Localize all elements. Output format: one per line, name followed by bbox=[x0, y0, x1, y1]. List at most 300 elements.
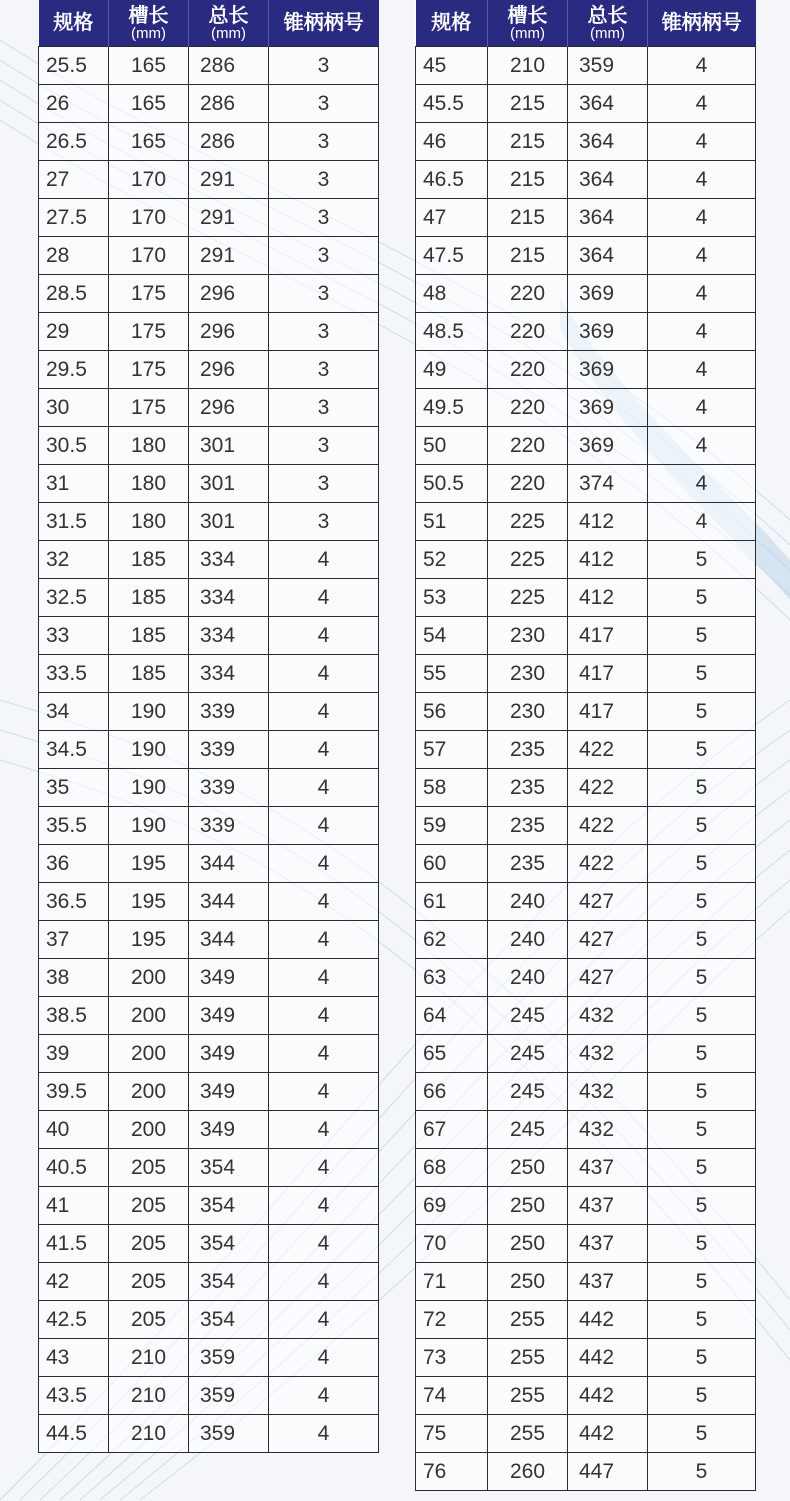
table-row bbox=[416, 845, 756, 883]
table-cell: 344 bbox=[189, 883, 269, 921]
table-cell: 5 bbox=[648, 845, 756, 883]
table-cell: 3 bbox=[269, 237, 379, 275]
table-row bbox=[39, 389, 379, 427]
table-cell: 334 bbox=[189, 655, 269, 693]
table-cell: 200 bbox=[109, 959, 189, 997]
table-cell: 4 bbox=[269, 1073, 379, 1111]
table-row bbox=[39, 161, 379, 199]
table-cell: 5 bbox=[648, 1453, 756, 1491]
table-cell: 427 bbox=[568, 921, 648, 959]
table-cell: 200 bbox=[109, 1073, 189, 1111]
table-cell: 427 bbox=[568, 959, 648, 997]
table-cell: 339 bbox=[189, 731, 269, 769]
table-cell: 46 bbox=[416, 123, 488, 161]
table-row bbox=[416, 389, 756, 427]
column-header-label: 锥柄柄号 bbox=[283, 12, 364, 34]
table-cell: 301 bbox=[189, 427, 269, 465]
table-row bbox=[39, 807, 379, 845]
table-cell: 245 bbox=[488, 1073, 568, 1111]
table-cell: 29 bbox=[39, 313, 109, 351]
column-header-unit: (mm) bbox=[131, 24, 166, 42]
table-row bbox=[39, 769, 379, 807]
table-cell: 359 bbox=[568, 47, 648, 85]
table-cell: 296 bbox=[189, 389, 269, 427]
table-cell: 220 bbox=[488, 351, 568, 389]
table-row bbox=[416, 959, 756, 997]
table-row bbox=[39, 503, 379, 541]
table-cell: 412 bbox=[568, 579, 648, 617]
table-cell: 49.5 bbox=[416, 389, 488, 427]
table-cell: 417 bbox=[568, 655, 648, 693]
table-cell: 44.5 bbox=[39, 1415, 109, 1453]
table-cell: 255 bbox=[488, 1415, 568, 1453]
table-cell: 42 bbox=[39, 1263, 109, 1301]
table-row bbox=[39, 1073, 379, 1111]
table-cell: 3 bbox=[269, 313, 379, 351]
table-cell: 349 bbox=[189, 1073, 269, 1111]
table-row bbox=[416, 1301, 756, 1339]
table-cell: 364 bbox=[568, 237, 648, 275]
table-cell: 51 bbox=[416, 503, 488, 541]
table-cell: 4 bbox=[269, 883, 379, 921]
table-cell: 3 bbox=[269, 123, 379, 161]
table-cell: 63 bbox=[416, 959, 488, 997]
table-cell: 200 bbox=[109, 1111, 189, 1149]
table-cell: 40 bbox=[39, 1111, 109, 1149]
table-row bbox=[39, 85, 379, 123]
table-cell: 5 bbox=[648, 617, 756, 655]
table-cell: 225 bbox=[488, 541, 568, 579]
table-row bbox=[416, 769, 756, 807]
table-row bbox=[416, 1225, 756, 1263]
table-row bbox=[416, 921, 756, 959]
table-row bbox=[416, 1339, 756, 1377]
table-cell: 55 bbox=[416, 655, 488, 693]
table-cell: 185 bbox=[109, 541, 189, 579]
table-cell: 437 bbox=[568, 1263, 648, 1301]
column-header bbox=[488, 0, 568, 47]
table-row bbox=[39, 199, 379, 237]
table-cell: 230 bbox=[488, 617, 568, 655]
table-cell: 4 bbox=[269, 1111, 379, 1149]
table-row bbox=[416, 1111, 756, 1149]
table-cell: 4 bbox=[269, 617, 379, 655]
table-cell: 359 bbox=[189, 1339, 269, 1377]
table-cell: 5 bbox=[648, 959, 756, 997]
table-row bbox=[416, 123, 756, 161]
table-cell: 30 bbox=[39, 389, 109, 427]
table-cell: 43.5 bbox=[39, 1377, 109, 1415]
table-row bbox=[39, 1377, 379, 1415]
table-cell: 5 bbox=[648, 1035, 756, 1073]
table-cell: 195 bbox=[109, 883, 189, 921]
table-cell: 5 bbox=[648, 1111, 756, 1149]
column-header-unit: (mm) bbox=[510, 24, 545, 42]
table-cell: 354 bbox=[189, 1149, 269, 1187]
table-row bbox=[416, 237, 756, 275]
table-cell: 61 bbox=[416, 883, 488, 921]
table-cell: 364 bbox=[568, 161, 648, 199]
table-cell: 5 bbox=[648, 1187, 756, 1225]
table-cell: 432 bbox=[568, 1111, 648, 1149]
table-cell: 58 bbox=[416, 769, 488, 807]
table-cell: 369 bbox=[568, 351, 648, 389]
table-row bbox=[416, 1415, 756, 1453]
table-cell: 442 bbox=[568, 1377, 648, 1415]
table-cell: 36.5 bbox=[39, 883, 109, 921]
table-cell: 5 bbox=[648, 1149, 756, 1187]
table-cell: 26.5 bbox=[39, 123, 109, 161]
table-row bbox=[39, 693, 379, 731]
table-cell: 4 bbox=[648, 199, 756, 237]
table-cell: 5 bbox=[648, 655, 756, 693]
table-cell: 447 bbox=[568, 1453, 648, 1491]
table-cell: 3 bbox=[269, 161, 379, 199]
table-cell: 4 bbox=[269, 1263, 379, 1301]
table-cell: 4 bbox=[648, 313, 756, 351]
table-cell: 4 bbox=[269, 1035, 379, 1073]
table-cell: 349 bbox=[189, 1111, 269, 1149]
table-cell: 180 bbox=[109, 503, 189, 541]
table-row bbox=[416, 1263, 756, 1301]
table-cell: 286 bbox=[189, 123, 269, 161]
table-cell: 53 bbox=[416, 579, 488, 617]
table-cell: 56 bbox=[416, 693, 488, 731]
table-cell: 66 bbox=[416, 1073, 488, 1111]
table-row bbox=[39, 123, 379, 161]
table-cell: 422 bbox=[568, 807, 648, 845]
table-cell: 250 bbox=[488, 1225, 568, 1263]
table-cell: 5 bbox=[648, 1263, 756, 1301]
table-cell: 235 bbox=[488, 731, 568, 769]
table-cell: 47 bbox=[416, 199, 488, 237]
table-cell: 291 bbox=[189, 199, 269, 237]
table-cell: 422 bbox=[568, 845, 648, 883]
table-cell: 45.5 bbox=[416, 85, 488, 123]
table-cell: 230 bbox=[488, 693, 568, 731]
table-cell: 374 bbox=[568, 465, 648, 503]
table-cell: 369 bbox=[568, 389, 648, 427]
table-cell: 32 bbox=[39, 541, 109, 579]
table-cell: 442 bbox=[568, 1339, 648, 1377]
table-cell: 5 bbox=[648, 1415, 756, 1453]
table-row bbox=[416, 579, 756, 617]
table-cell: 220 bbox=[488, 427, 568, 465]
table-cell: 334 bbox=[189, 579, 269, 617]
column-header bbox=[416, 0, 488, 47]
table-cell: 4 bbox=[648, 161, 756, 199]
table-cell: 245 bbox=[488, 1035, 568, 1073]
table-cell: 235 bbox=[488, 769, 568, 807]
table-cell: 65 bbox=[416, 1035, 488, 1073]
table-cell: 47.5 bbox=[416, 237, 488, 275]
table-cell: 339 bbox=[189, 769, 269, 807]
table-cell: 39 bbox=[39, 1035, 109, 1073]
table-cell: 45 bbox=[416, 47, 488, 85]
table-cell: 442 bbox=[568, 1415, 648, 1453]
table-cell: 52 bbox=[416, 541, 488, 579]
table-cell: 354 bbox=[189, 1301, 269, 1339]
table-row bbox=[39, 1263, 379, 1301]
table-cell: 4 bbox=[269, 1149, 379, 1187]
table-cell: 180 bbox=[109, 465, 189, 503]
table-row bbox=[416, 1187, 756, 1225]
table-cell: 180 bbox=[109, 427, 189, 465]
table-cell: 5 bbox=[648, 1339, 756, 1377]
table-cell: 170 bbox=[109, 199, 189, 237]
table-cell: 364 bbox=[568, 199, 648, 237]
table-row bbox=[39, 845, 379, 883]
table-cell: 422 bbox=[568, 731, 648, 769]
table-row bbox=[39, 1149, 379, 1187]
table-cell: 369 bbox=[568, 275, 648, 313]
table-cell: 190 bbox=[109, 807, 189, 845]
column-header bbox=[568, 0, 648, 47]
table-cell: 296 bbox=[189, 351, 269, 389]
table-row bbox=[39, 1035, 379, 1073]
table-row bbox=[39, 275, 379, 313]
table-cell: 205 bbox=[109, 1263, 189, 1301]
table-cell: 225 bbox=[488, 503, 568, 541]
table-cell: 3 bbox=[269, 503, 379, 541]
table-row bbox=[416, 883, 756, 921]
table-cell: 31.5 bbox=[39, 503, 109, 541]
table-row bbox=[39, 541, 379, 579]
table-cell: 215 bbox=[488, 123, 568, 161]
table-cell: 359 bbox=[189, 1415, 269, 1453]
table-cell: 245 bbox=[488, 1111, 568, 1149]
table-cell: 349 bbox=[189, 997, 269, 1035]
table-cell: 37 bbox=[39, 921, 109, 959]
table-cell: 344 bbox=[189, 921, 269, 959]
table-cell: 3 bbox=[269, 427, 379, 465]
table-row bbox=[39, 313, 379, 351]
table-cell: 48.5 bbox=[416, 313, 488, 351]
table-cell: 4 bbox=[648, 85, 756, 123]
table-cell: 349 bbox=[189, 1035, 269, 1073]
table-row bbox=[39, 617, 379, 655]
table-cell: 4 bbox=[269, 1339, 379, 1377]
table-cell: 296 bbox=[189, 275, 269, 313]
table-cell: 220 bbox=[488, 389, 568, 427]
table-cell: 70 bbox=[416, 1225, 488, 1263]
table-cell: 5 bbox=[648, 997, 756, 1035]
column-header-label: 总长 bbox=[587, 4, 628, 27]
table-cell: 32.5 bbox=[39, 579, 109, 617]
table-cell: 35.5 bbox=[39, 807, 109, 845]
table-cell: 437 bbox=[568, 1187, 648, 1225]
table-row bbox=[416, 275, 756, 313]
table-row bbox=[39, 237, 379, 275]
column-header-label: 槽长 bbox=[507, 4, 548, 27]
table-cell: 46.5 bbox=[416, 161, 488, 199]
table-cell: 27 bbox=[39, 161, 109, 199]
table-cell: 291 bbox=[189, 237, 269, 275]
table-cell: 74 bbox=[416, 1377, 488, 1415]
table-cell: 31 bbox=[39, 465, 109, 503]
table-cell: 364 bbox=[568, 85, 648, 123]
table-cell: 369 bbox=[568, 427, 648, 465]
table-cell: 4 bbox=[269, 921, 379, 959]
table-cell: 432 bbox=[568, 1073, 648, 1111]
table-cell: 3 bbox=[269, 47, 379, 85]
table-cell: 28.5 bbox=[39, 275, 109, 313]
table-cell: 40.5 bbox=[39, 1149, 109, 1187]
table-cell: 437 bbox=[568, 1149, 648, 1187]
table-cell: 4 bbox=[648, 351, 756, 389]
table-cell: 5 bbox=[648, 1073, 756, 1111]
table-cell: 42.5 bbox=[39, 1301, 109, 1339]
table-cell: 50 bbox=[416, 427, 488, 465]
table-cell: 200 bbox=[109, 997, 189, 1035]
table-cell: 4 bbox=[648, 389, 756, 427]
table-cell: 215 bbox=[488, 237, 568, 275]
table-cell: 369 bbox=[568, 313, 648, 351]
table-row bbox=[39, 1111, 379, 1149]
table-row bbox=[416, 731, 756, 769]
table-cell: 175 bbox=[109, 351, 189, 389]
table-cell: 3 bbox=[269, 465, 379, 503]
table-cell: 286 bbox=[189, 85, 269, 123]
table-cell: 220 bbox=[488, 465, 568, 503]
table-cell: 5 bbox=[648, 1377, 756, 1415]
table-cell: 4 bbox=[269, 769, 379, 807]
table-row bbox=[39, 883, 379, 921]
table-cell: 427 bbox=[568, 883, 648, 921]
table-cell: 175 bbox=[109, 389, 189, 427]
table-cell: 195 bbox=[109, 845, 189, 883]
table-cell: 41 bbox=[39, 1187, 109, 1225]
table-cell: 4 bbox=[269, 579, 379, 617]
table-cell: 5 bbox=[648, 807, 756, 845]
table-cell: 205 bbox=[109, 1187, 189, 1225]
column-header-label: 槽长 bbox=[128, 4, 169, 27]
table-cell: 68 bbox=[416, 1149, 488, 1187]
table-cell: 36 bbox=[39, 845, 109, 883]
table-cell: 200 bbox=[109, 1035, 189, 1073]
table-cell: 417 bbox=[568, 693, 648, 731]
table-cell: 48 bbox=[416, 275, 488, 313]
table-cell: 359 bbox=[189, 1377, 269, 1415]
table-cell: 71 bbox=[416, 1263, 488, 1301]
table-cell: 5 bbox=[648, 731, 756, 769]
column-header bbox=[109, 0, 189, 47]
table-cell: 4 bbox=[269, 807, 379, 845]
table-row bbox=[416, 199, 756, 237]
table-cell: 69 bbox=[416, 1187, 488, 1225]
table-cell: 4 bbox=[269, 693, 379, 731]
table-cell: 4 bbox=[648, 503, 756, 541]
table-row bbox=[39, 47, 379, 85]
table-cell: 364 bbox=[568, 123, 648, 161]
table-cell: 34.5 bbox=[39, 731, 109, 769]
table-cell: 5 bbox=[648, 769, 756, 807]
table-cell: 170 bbox=[109, 161, 189, 199]
table-row bbox=[39, 465, 379, 503]
table-cell: 210 bbox=[109, 1415, 189, 1453]
table-cell: 33.5 bbox=[39, 655, 109, 693]
column-header-unit: (mm) bbox=[211, 24, 246, 42]
table-cell: 175 bbox=[109, 313, 189, 351]
table-cell: 3 bbox=[269, 199, 379, 237]
table-row bbox=[39, 579, 379, 617]
table-row bbox=[39, 959, 379, 997]
table-cell: 4 bbox=[269, 959, 379, 997]
table-cell: 412 bbox=[568, 541, 648, 579]
table-cell: 67 bbox=[416, 1111, 488, 1149]
table-cell: 4 bbox=[269, 845, 379, 883]
spec-table-right bbox=[415, 0, 756, 1491]
table-cell: 225 bbox=[488, 579, 568, 617]
table-cell: 62 bbox=[416, 921, 488, 959]
table-cell: 185 bbox=[109, 579, 189, 617]
table-cell: 250 bbox=[488, 1187, 568, 1225]
table-row bbox=[416, 85, 756, 123]
spec-table-left bbox=[38, 0, 379, 1453]
table-row bbox=[39, 427, 379, 465]
table-cell: 349 bbox=[189, 959, 269, 997]
table-cell: 30.5 bbox=[39, 427, 109, 465]
table-cell: 165 bbox=[109, 47, 189, 85]
table-cell: 4 bbox=[648, 465, 756, 503]
table-cell: 334 bbox=[189, 617, 269, 655]
table-cell: 75 bbox=[416, 1415, 488, 1453]
table-cell: 175 bbox=[109, 275, 189, 313]
table-row bbox=[416, 1073, 756, 1111]
table-cell: 4 bbox=[648, 237, 756, 275]
table-cell: 5 bbox=[648, 921, 756, 959]
table-row bbox=[39, 997, 379, 1035]
column-header-label: 总长 bbox=[208, 4, 249, 27]
table-row bbox=[416, 1149, 756, 1187]
table-cell: 41.5 bbox=[39, 1225, 109, 1263]
table-cell: 235 bbox=[488, 807, 568, 845]
table-row bbox=[416, 351, 756, 389]
table-cell: 255 bbox=[488, 1339, 568, 1377]
table-cell: 296 bbox=[189, 313, 269, 351]
table-cell: 4 bbox=[648, 47, 756, 85]
table-cell: 165 bbox=[109, 85, 189, 123]
table-cell: 190 bbox=[109, 693, 189, 731]
header-row bbox=[39, 0, 379, 47]
table-cell: 50.5 bbox=[416, 465, 488, 503]
table-cell: 5 bbox=[648, 1225, 756, 1263]
table-cell: 5 bbox=[648, 1301, 756, 1339]
table-cell: 4 bbox=[648, 427, 756, 465]
table-row bbox=[416, 161, 756, 199]
table-cell: 3 bbox=[269, 389, 379, 427]
table-cell: 73 bbox=[416, 1339, 488, 1377]
table-row bbox=[416, 997, 756, 1035]
table-cell: 4 bbox=[269, 1225, 379, 1263]
table-cell: 3 bbox=[269, 85, 379, 123]
table-row bbox=[416, 541, 756, 579]
table-cell: 354 bbox=[189, 1225, 269, 1263]
table-cell: 205 bbox=[109, 1149, 189, 1187]
table-cell: 210 bbox=[109, 1377, 189, 1415]
table-cell: 190 bbox=[109, 769, 189, 807]
table-cell: 5 bbox=[648, 541, 756, 579]
table-cell: 59 bbox=[416, 807, 488, 845]
table-cell: 334 bbox=[189, 541, 269, 579]
table-cell: 210 bbox=[488, 47, 568, 85]
table-cell: 185 bbox=[109, 617, 189, 655]
table-cell: 54 bbox=[416, 617, 488, 655]
table-cell: 64 bbox=[416, 997, 488, 1035]
table-cell: 4 bbox=[269, 1415, 379, 1453]
table-cell: 437 bbox=[568, 1225, 648, 1263]
table-row bbox=[416, 807, 756, 845]
